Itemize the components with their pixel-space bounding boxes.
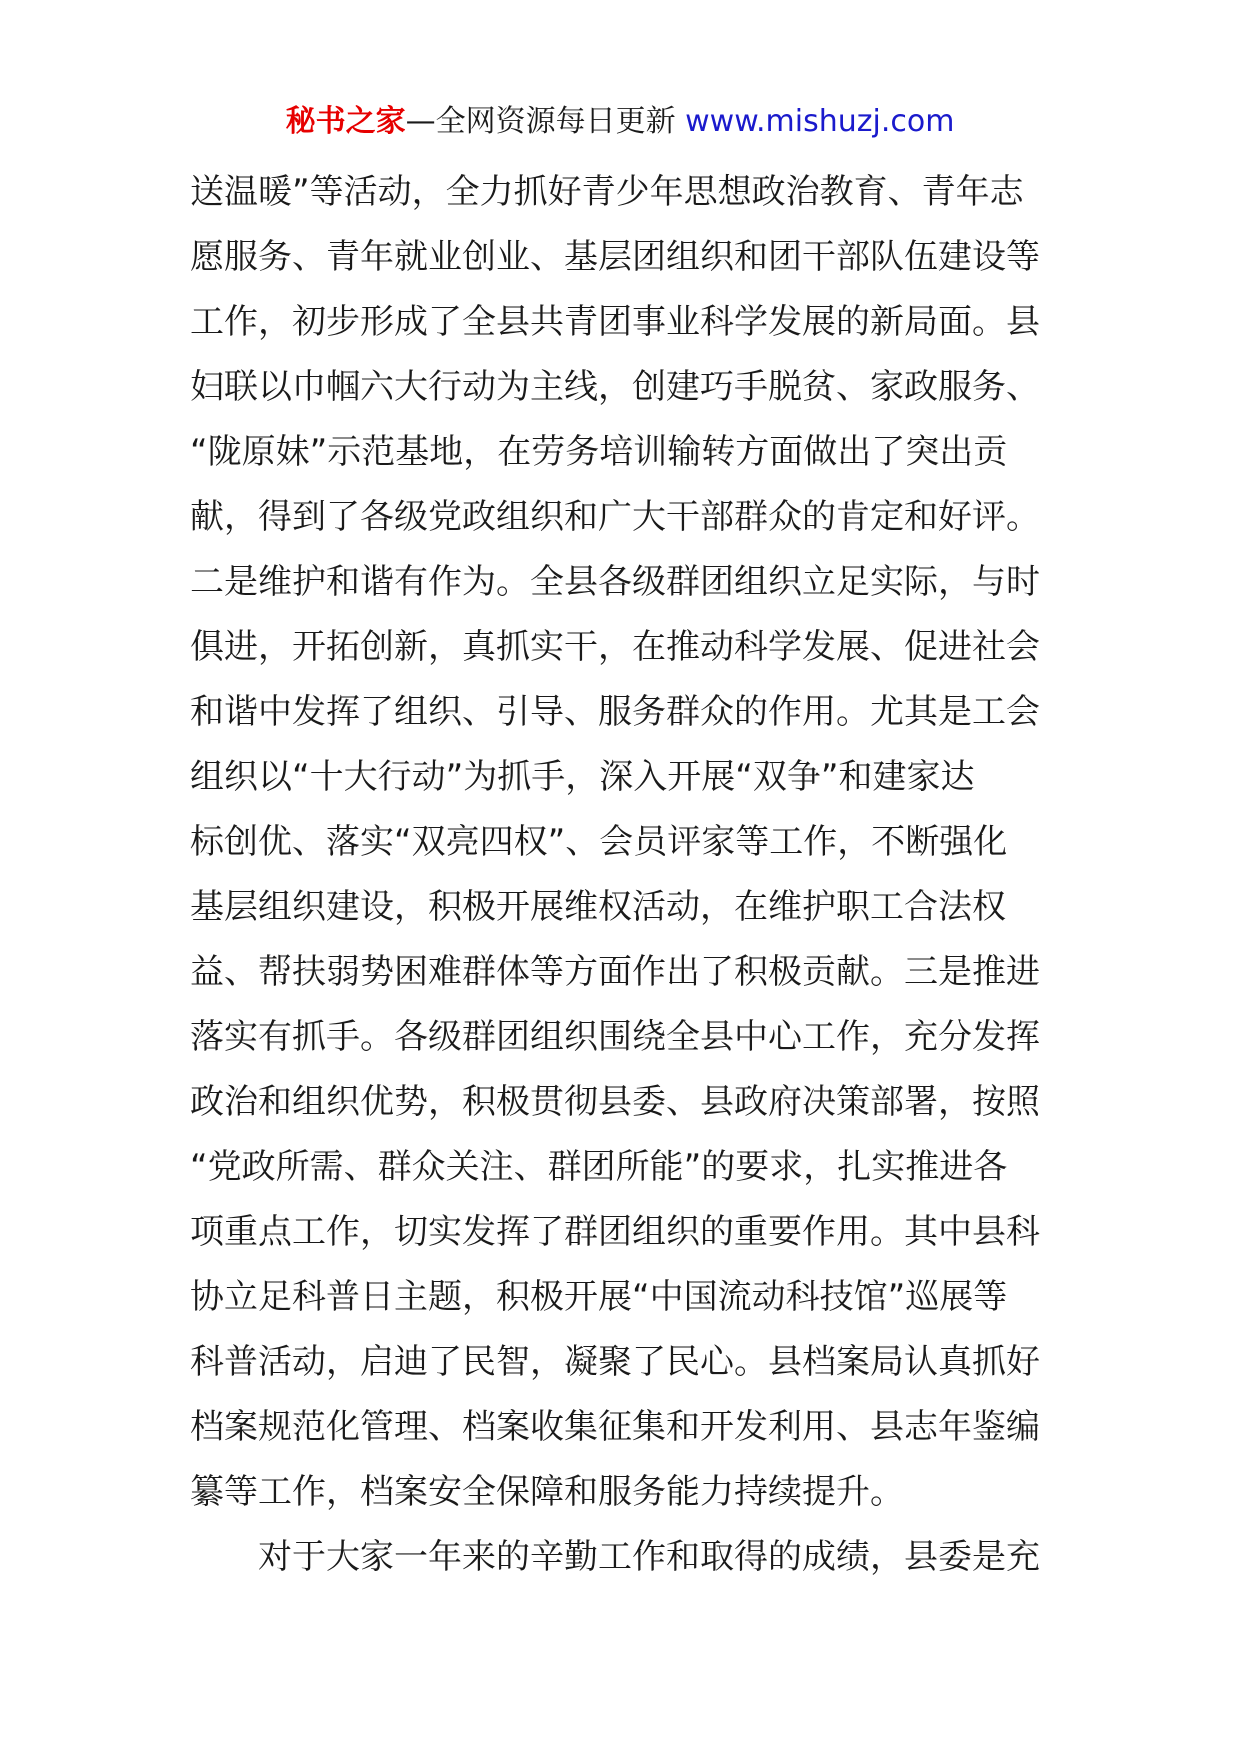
text-line: 俱进，开拓创新，真抓实干，在推动科学发展、促进社会	[190, 627, 1040, 667]
header-slogan: —全网资源每日更新	[405, 104, 686, 139]
text-line: 和谐中发挥了组织、引导、服务群众的作用。尤其是工会	[190, 692, 1040, 732]
text-line: 送温暖”等活动，全力抓好青少年思想政治教育、青年志	[190, 172, 1024, 212]
text-line: “陇原妹”示范基地，在劳务培训输转方面做出了突出贡	[190, 432, 1008, 472]
text-line: 项重点工作，切实发挥了群团组织的重要作用。其中县科	[190, 1212, 1040, 1252]
paragraph-start-line: 对于大家一年来的辛勤工作和取得的成绩，县委是充	[258, 1537, 1040, 1577]
website-link[interactable]: www.mishuzj.com	[685, 104, 955, 139]
page-header	[0, 102, 1240, 142]
text-line: 益、帮扶弱势困难群体等方面作出了积极贡献。三是推进	[190, 952, 1040, 992]
text-line: 基层组织建设，积极开展维权活动，在维护职工合法权	[190, 887, 1006, 927]
text-line: “党政所需、群众关注、群团所能”的要求，扎实推进各	[190, 1147, 1008, 1187]
text-line: 科普活动，启迪了民智，凝聚了民心。县档案局认真抓好	[190, 1342, 1040, 1382]
text-line: 协立足科普日主题，积极开展“中国流动科技馆”巡展等	[190, 1277, 1008, 1317]
text-line: 工作，初步形成了全县共青团事业科学发展的新局面。县	[190, 302, 1040, 342]
text-line: 组织以“十大行动”为抓手，深入开展“双争”和建家达	[190, 757, 975, 797]
text-line: 愿服务、青年就业创业、基层团组织和团干部队伍建设等	[190, 237, 1040, 277]
document-body	[190, 160, 1065, 1590]
text-line: 档案规范化管理、档案收集征集和开发利用、县志年鉴编	[190, 1407, 1040, 1447]
text-line: 政治和组织优势，积极贯彻县委、县政府决策部署，按照	[190, 1082, 1040, 1122]
text-line: 二是维护和谐有作为。全县各级群团组织立足实际，与时	[190, 562, 1040, 602]
text-line: 纂等工作，档案安全保障和服务能力持续提升。	[190, 1472, 904, 1512]
text-line: 妇联以巾帼六大行动为主线，创建巧手脱贫、家政服务、	[190, 367, 1040, 407]
brand-name: 秘书之家	[285, 104, 406, 139]
text-line: 落实有抓手。各级群团组织围绕全县中心工作，充分发挥	[190, 1017, 1040, 1057]
text-line: 标创优、落实“双亮四权”、会员评家等工作，不断强化	[190, 822, 1008, 862]
text-line: 献，得到了各级党政组织和广大干部群众的肯定和好评。	[190, 497, 1040, 537]
